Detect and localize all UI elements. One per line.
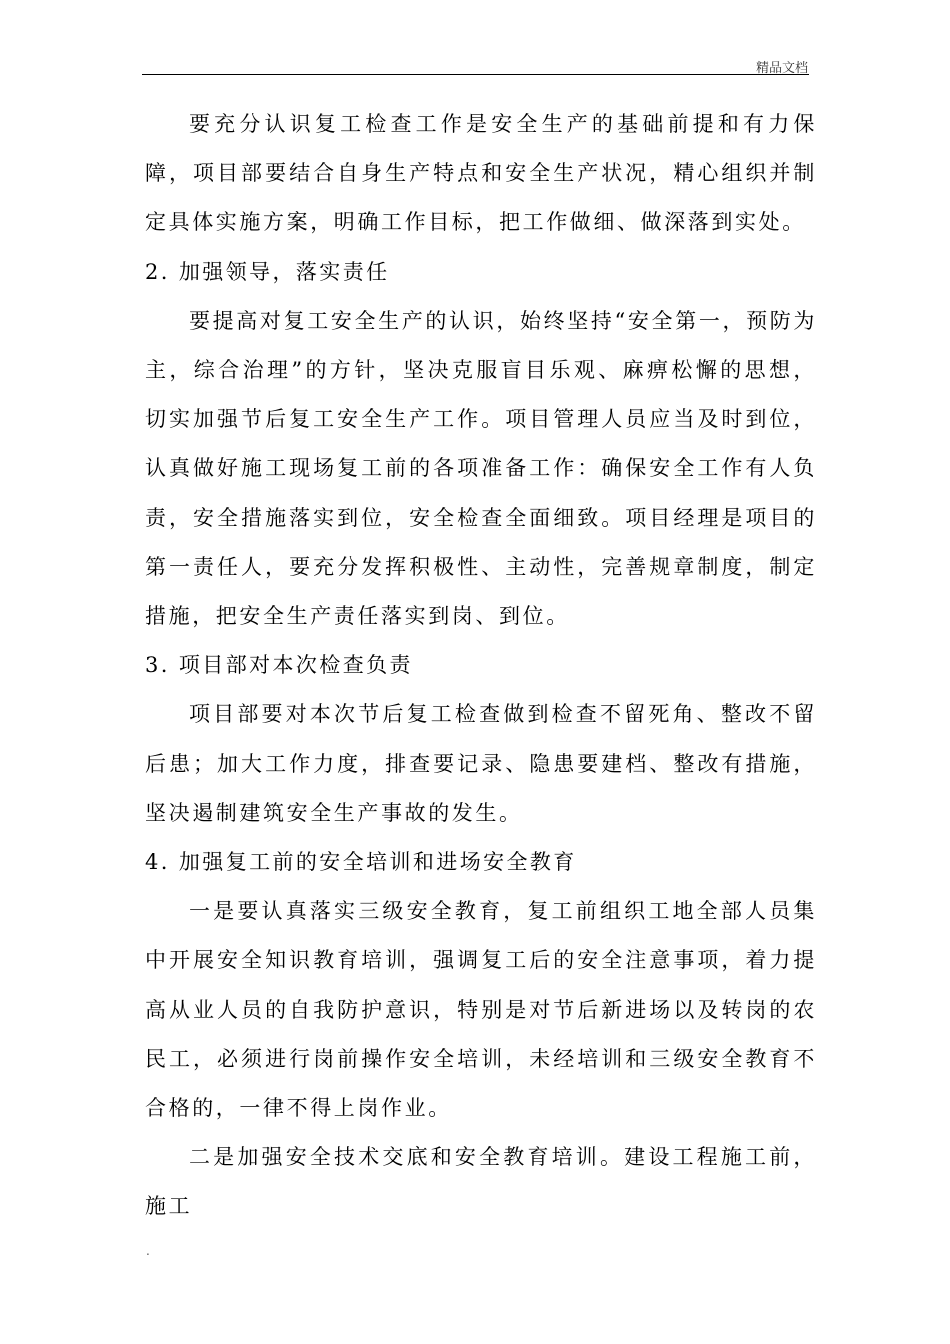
paragraph-4: 一是要认真落实三级安全教育，复工前组织工地全部人员集中开展安全知识教育培训，强调复工后的安全注意事项，着力提高从业人员的自我防护意识，特别是对节后新进场以及转岗的农民工，必须进行岗前操作安全培训，未经培训和三级安全教育不合格的，一律不得上岗作业。 — [145, 899, 817, 1121]
section-heading-3: 3. 项目部对本次检查负责 — [145, 653, 413, 678]
header-label: 精品文档 — [755, 61, 808, 76]
paragraph-2: 要提高对复工安全生产的认识，始终坚持“安全第一，预防为主，综合治理”的方针，坚决克服盲目乐观、麻痹松懈的思想，切实加强节后复工安全生产工作。项目管理人员应当及时到位，认真做好施工现场复工前的各项准备工作：确保安全工作有人负责，安全措施落实到位，安全检查全面细致。项目经理是项目的第一责任人，要充分发挥积极性、主动性，完善规章制度，制定措施，把安全生产责任落实到岗、到位。 — [145, 308, 817, 629]
section-heading-4: 4. 加强复工前的安全培训和进场安全教育 — [145, 850, 577, 875]
paragraph-3: 项目部要对本次节后复工检查做到检查不留死角、整改不留后患；加大工作力度，排查要记录、隐患要建档、整改有措施，坚决遏制建筑安全生产事故的发生。 — [145, 702, 817, 825]
paragraph-5: 二是加强安全技术交底和安全教育培训。建设工程施工前，施工 — [145, 1145, 817, 1219]
document-body — [145, 100, 817, 1232]
footer-mark: . — [146, 1244, 150, 1258]
header-rule — [142, 74, 809, 75]
paragraph-1: 要充分认识复工检查工作是安全生产的基础前提和有力保障，项目部要结合自身生产特点和安全生产状况，精心组织并制定具体实施方案，明确工作目标，把工作做细、做深落到实处。 — [145, 112, 817, 235]
section-heading-2: 2. 加强领导，落实责任 — [145, 259, 390, 284]
